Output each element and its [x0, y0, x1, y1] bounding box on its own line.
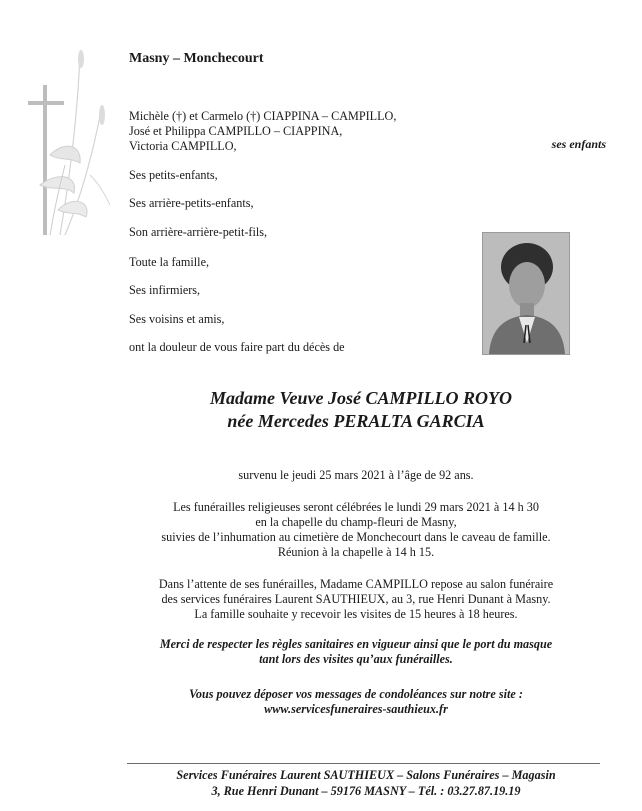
neighbors-line: Ses voisins et amis,	[129, 312, 225, 326]
great-great-grandson-line: Son arrière-arrière-petit-fils,	[129, 225, 268, 239]
condolences-website-link[interactable]: www.servicesfuneraires-sauthieux.fr	[264, 702, 448, 716]
cross-lily-decoration-icon	[20, 45, 115, 245]
nurses-line: Ses infirmiers,	[129, 283, 201, 297]
deceased-birth-name: née Mercedes PERALTA GARCIA	[227, 411, 485, 431]
children-line-2: José et Philippa CAMPILLO – CIAPPINA,	[129, 124, 343, 138]
footer-address-line: 3, Rue Henri Dunant – 59176 MASNY – Tél. : 03.27.87.19.19	[211, 784, 521, 798]
great-grandchildren-line: Ses arrière-petits-enfants,	[129, 196, 254, 210]
funeral-line-2: en la chapelle du champ-fleuri de Masny,	[255, 515, 457, 529]
children-label: ses enfants	[551, 137, 606, 151]
portrait-icon	[483, 233, 569, 354]
rest-line-2: des services funéraires Laurent SAUTHIEUX, au 3, rue Henri Dunant à Masny.	[161, 592, 551, 606]
town-heading: Masny – Monchecourt	[129, 51, 264, 66]
children-line-3: Victoria CAMPILLO,	[129, 139, 237, 153]
portrait-photo	[482, 232, 570, 355]
sanitary-notice-line-1: Merci de respecter les règles sanitaires en vigueur ainsi que le port du masque	[159, 637, 553, 651]
funeral-line-1: Les funérailles religieuses seront célébrées le lundi 29 mars 2021 à 14 h 30	[173, 500, 539, 514]
grandchildren-line: Ses petits-enfants,	[129, 168, 218, 182]
funeral-line-3: suivies de l’inhumation au cimetière de Monchecourt dans le caveau de famille.	[161, 530, 551, 544]
children-line-1: Michèle (†) et Carmelo (†) CIAPPINA – CAMPILLO,	[129, 109, 397, 123]
whole-family-line: Toute la famille,	[129, 255, 210, 269]
rest-line-1: Dans l’attente de ses funérailles, Madame CAMPILLO repose au salon funéraire	[158, 577, 554, 591]
footer-divider	[127, 763, 600, 764]
deceased-name: Madame Veuve José CAMPILLO ROYO	[210, 388, 512, 408]
funeral-line-4: Réunion à la chapelle à 14 h 15.	[277, 545, 435, 559]
sanitary-notice-line-2: tant lors des visites qu’aux funérailles.	[259, 652, 453, 666]
footer-company-line: Services Funéraires Laurent SAUTHIEUX – Salons Funéraires – Magasin	[176, 768, 556, 782]
announcement-line: ont la douleur de vous faire part du décès de	[129, 340, 345, 354]
rest-line-3: La famille souhaite y recevoir les visites de 15 heures à 18 heures.	[194, 607, 518, 621]
death-date-line: survenu le jeudi 25 mars 2021 à l’âge de 92 ans.	[238, 468, 474, 482]
condolences-line: Vous pouvez déposer vos messages de condoléances sur notre site :	[189, 687, 523, 701]
